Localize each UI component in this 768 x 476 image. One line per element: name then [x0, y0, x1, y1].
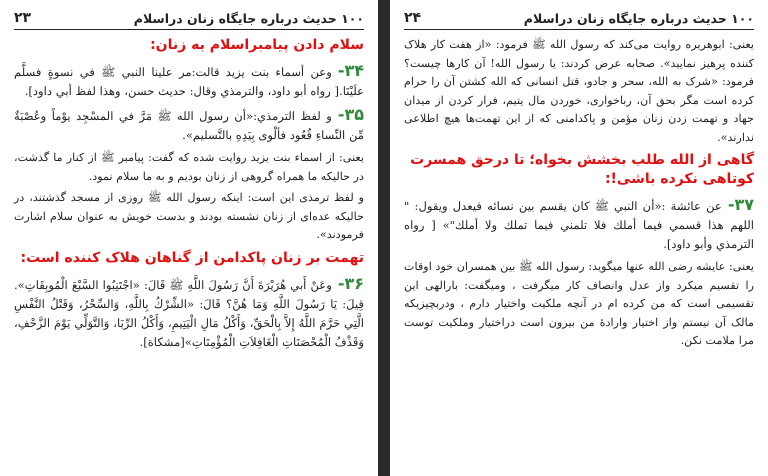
hadith-text: و لفظ الترمذي:«أن رسول الله ﷺ مَرَّ في المسْجِد يوْماً وعُصْبَةٌ مِّن النِّساءِ قُعُود فألْوى بِيَدِهِ بالتَّسليم». — [14, 109, 364, 142]
section-heading: گاهی از الله طلب بخشش بخواه؛ تا درحق همسرت کوتاهی نکرده باشی!: — [410, 152, 754, 187]
hadith-34 — [14, 61, 364, 101]
right-page-header — [404, 10, 754, 30]
page-number: ۲۳ — [14, 10, 32, 26]
page-number: ۲۴ — [404, 10, 422, 26]
hadith-text: وعن أسماء بنت يزيد قالت:مر علينا النبي ﷺ في نسوةٍ فسلَّم علَيْنَا.[ رواه أبو داود، والترمذي وقال: حديث حسن، وهذا لفظ أبي داود]. — [14, 65, 364, 98]
page-gutter — [378, 0, 390, 476]
book-title: ۱۰۰ حدیث درباره جایگاه زنان دراسلام — [523, 10, 754, 26]
hadith-number: ۳۵- — [337, 105, 364, 124]
hadith-35 — [14, 105, 364, 145]
hadith-number: ۳۴- — [337, 61, 364, 80]
translation-paragraph: و لفظ ترمذی این است: اینکه رسول الله ﷺ روزی از مسجد گذشتند، در حالیکه عده‌ای از زنان نشسته بودند و بدست خویش به عنوان سلام اشارت فرمودند». — [14, 191, 364, 241]
section-heading: سلام دادن پیامبراسلام به زنان: — [150, 37, 364, 53]
hadith-number: ۳۷- — [727, 195, 754, 214]
hadith-number: ۳۶- — [337, 273, 364, 293]
left-page-header — [14, 10, 364, 30]
hadith-text: عن عائشة :«أن النبي ﷺ كان يقسم بين نسائه فيعدل ويقول: " اللهم هذا قسمي فيما أملك فلا تلمني فيما تملك ولا أملك"» [ رواه الترمذي وأبو داود]. — [404, 199, 754, 251]
right-page — [390, 0, 768, 476]
hadith-36 — [14, 274, 364, 352]
left-page — [0, 0, 378, 476]
translation-paragraph: یعنی: از اسماء بنت یزید روایت شده که گفت: پیامبر ﷺ از کنار ما گذشت، در حالیکه ما همراه گروهی از زنان بودیم و به ما سلام نمود. — [14, 151, 364, 183]
book-title: ۱۰۰ حدیث درباره جایگاه زنان دراسلام — [133, 10, 364, 26]
section-heading: تهمت بر زنان پاکدامن از گناهان هلاک کننده است: — [20, 249, 364, 266]
translation-paragraph: یعنی: ابوهریره روایت می‌کند که رسول الله ﷺ فرمود: «از هفت کار هلاک کننده پرهیز نمایید». صحابه عرض کردند: یا رسول الله! آن کارها چیست؟ فرمود: «شرک به الله، سحر و جادو، قتل انسانی که الله کشتن آن را حرام کرده است مگر بحق آن، رباخواری، خوردن مال یتیم، فرار کردن از میدان جهاد و تهمت زدن زنان مؤمن و پاکدامنی که از این تهمت‌ها هیچ اطلاعی ندارند». — [404, 38, 754, 144]
hadith-37 — [404, 195, 754, 254]
translation-paragraph: یعنی: عایشه رضی الله عنها میگوید: رسول الله ﷺ بین همسران خود اوقات را تقسیم میکرد واز عدل وانصاف کار میگرفت ، ومیگفت: بارالهی این تقسیمی است که من کرده ام در آنچه ملکیت واختیار دارم ، ودربچیزیکه مالک آن نیستم واز اختیار وارادهٔ من بیرون است دراختیار وملکیت توست مرا ملامت نکن. — [404, 260, 754, 347]
hadith-text: وعَنْ أَبي هُرَيْرَةَ أَنَّ رَسُولَ اللَّهِ ﷺ قَالَ: «اجْتَنِبُوا السَّبْعَ الْمُوبِقَاتِ». قِيلَ: يَا رَسُولَ اللَّهِ وَمَا هُنَّ؟ قَالَ: «الشِّرْكُ بِاللَّهِ، وَالسِّحْرُ، وَقَتْلُ النَّفْسِ الَّتِي حَرَّمَ اللَّهُ إِلاَّ بِالْحَقِّ، وَأَكْلُ مَالِ الْيَتِيمِ، وَأَكْلُ الرِّبَا، وَالتَّوَلِّي يَوْمَ الزَّحْفِ، وَقَذْفُ الْمُحْصَنَاتِ الْغَافِلاَتِ الْمُؤْمِنَاتِ»[مشكاة]. — [14, 277, 364, 349]
